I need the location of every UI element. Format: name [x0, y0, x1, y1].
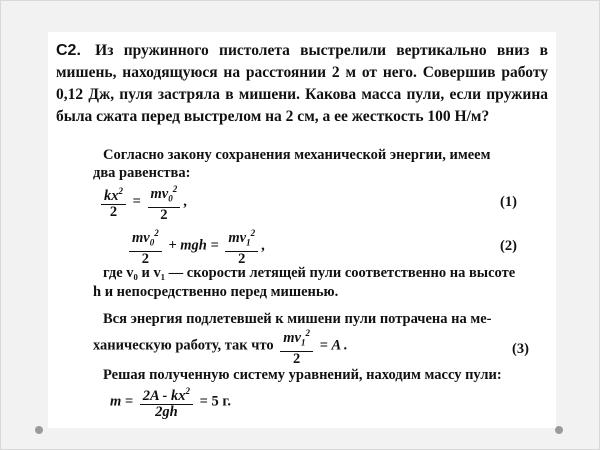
scanned-page	[48, 32, 556, 428]
energy-line1: Вся энергия подлетевшей к мишени пули потрачена на ме-	[103, 311, 492, 327]
equation-2-number: (2)	[500, 238, 517, 254]
final-formula: m = $\frac{2A - kx^2}{2gh}$ = 5 г.	[110, 386, 231, 420]
problem-number: С2.	[56, 42, 81, 59]
energy-line2-suffix: = A .	[319, 337, 348, 354]
problem-text: Из пружинного пистолета выстрелили вертикально вниз в мишень, находящуюся на расстоянии 2 м от него. Совершив работу 0,12 Дж, пуля застряла в мишени. Какова масса пули, если пружина была сжата перед выстрелом на 2 см, а ее жесткость 100 Н/м?	[56, 42, 549, 125]
equation-2-term: + mgh =	[168, 237, 219, 254]
where-line1: где v₀ и v₁ — скорости летящей пули соответственно на высоте	[103, 265, 516, 281]
energy-line2: ханическую работу, так что $\frac{mv_1^2}{2}$ = A .	[93, 328, 348, 367]
final-suffix: = 5 г.	[199, 393, 231, 410]
where-line2: h и непосредственно перед мишенью.	[93, 284, 339, 300]
energy-line2-prefix: ханическую работу, так что	[93, 337, 274, 354]
solution-intro-line1: Согласно закону сохранения механической энергии, имеем	[103, 147, 491, 163]
problem-statement	[56, 40, 548, 128]
solve-line: Решая полученную систему уравнений, находим массу пули:	[103, 367, 502, 383]
solution-intro-line2: два равенства:	[93, 165, 191, 181]
nav-dot-right-icon	[555, 426, 563, 434]
nav-dot-left-icon	[35, 426, 43, 434]
final-prefix: m =	[110, 393, 134, 410]
equation-1-number: (1)	[500, 194, 517, 210]
equation-1: $\frac{kx^2}{2}$ = $\frac{mv_0^2}{2}$ ,	[98, 182, 187, 223]
equation-3-number: (3)	[512, 341, 529, 357]
equation-2: $\frac{mv_0^2}{2}$ + mgh = $\frac{mv_1^2}{2}$ ,	[126, 226, 265, 267]
